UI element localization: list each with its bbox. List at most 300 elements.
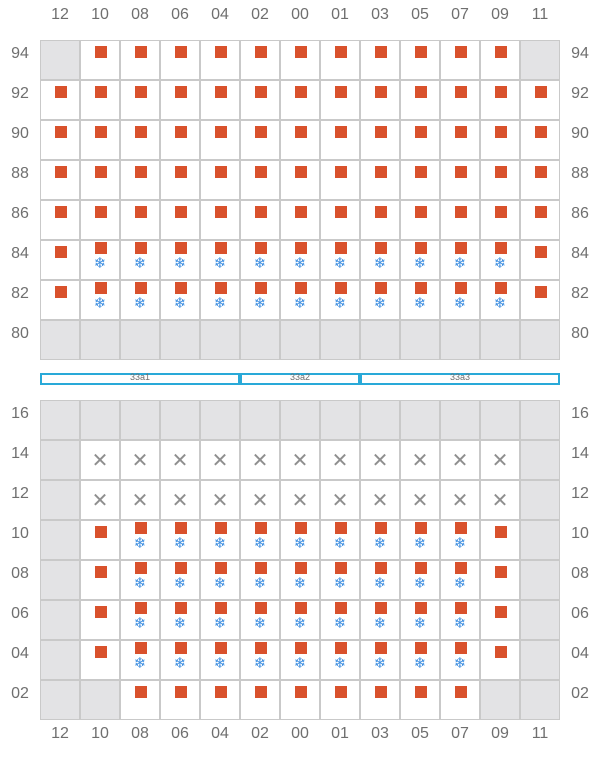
upper-deck-slot[interactable] (480, 200, 520, 240)
red-square-icon (215, 126, 227, 138)
upper-deck-slot[interactable] (240, 200, 280, 240)
red-square-icon (375, 206, 387, 218)
upper-deck-slot[interactable] (320, 80, 360, 120)
upper-deck-slot[interactable] (80, 240, 120, 280)
red-square-icon (375, 126, 387, 138)
upper-deck-slot[interactable] (120, 120, 160, 160)
red-square-icon (495, 606, 507, 618)
red-square-icon (215, 602, 227, 614)
lower-hold-slot[interactable] (120, 480, 160, 520)
snowflake-icon: ❄ (173, 654, 187, 672)
upper-deck-slot[interactable] (520, 240, 560, 280)
upper-deck-slot[interactable] (400, 200, 440, 240)
column-label-top: 04 (211, 6, 229, 23)
upper-deck-slot[interactable] (160, 240, 200, 280)
lower-hold-slot[interactable] (120, 520, 160, 560)
upper-deck-slot[interactable] (400, 160, 440, 200)
lower-hold-slot[interactable] (360, 440, 400, 480)
red-square-icon (215, 642, 227, 654)
upper-deck-slot[interactable] (360, 40, 400, 80)
upper-deck-slot[interactable] (480, 120, 520, 160)
row-label-right: 86 (571, 205, 589, 222)
red-square-icon (375, 562, 387, 574)
upper-deck-slot[interactable] (160, 80, 200, 120)
snowflake-icon: ❄ (133, 294, 147, 312)
lower-hold-slot[interactable] (200, 440, 240, 480)
red-square-icon (295, 602, 307, 614)
upper-deck-slot[interactable] (200, 280, 240, 320)
lower-hold-slot (240, 400, 280, 440)
snowflake-icon: ❄ (133, 654, 147, 672)
upper-deck-slot[interactable] (520, 280, 560, 320)
upper-deck-slot[interactable] (240, 80, 280, 120)
upper-deck-slot[interactable] (320, 120, 360, 160)
red-square-icon (495, 86, 507, 98)
upper-deck-slot[interactable] (160, 40, 200, 80)
upper-deck-slot[interactable] (440, 160, 480, 200)
lower-hold-slot[interactable] (480, 520, 520, 560)
upper-deck-slot (320, 320, 360, 360)
lower-hold-slot[interactable] (320, 680, 360, 720)
snowflake-icon: ❄ (373, 654, 387, 672)
snowflake-icon: ❄ (213, 654, 227, 672)
upper-deck-slot[interactable] (480, 280, 520, 320)
snowflake-icon: ❄ (293, 294, 307, 312)
lower-hold-slot (520, 520, 560, 560)
red-square-icon (175, 206, 187, 218)
red-square-icon (95, 566, 107, 578)
red-square-icon (255, 86, 267, 98)
lower-hold-slot[interactable] (400, 480, 440, 520)
snowflake-icon: ❄ (333, 654, 347, 672)
red-square-icon (375, 522, 387, 534)
upper-deck-slot[interactable] (40, 80, 80, 120)
lower-hold-slot[interactable] (360, 480, 400, 520)
upper-deck-slot[interactable] (160, 200, 200, 240)
column-label-top: 10 (91, 6, 109, 23)
upper-deck-slot[interactable] (400, 240, 440, 280)
red-square-icon (495, 566, 507, 578)
upper-deck-slot[interactable] (360, 160, 400, 200)
red-square-icon (95, 206, 107, 218)
red-square-icon (455, 126, 467, 138)
upper-deck-slot[interactable] (240, 120, 280, 160)
red-square-icon (295, 86, 307, 98)
red-square-icon (255, 242, 267, 254)
red-square-icon (375, 242, 387, 254)
lower-hold-slot[interactable] (480, 640, 520, 680)
column-label-bottom: 07 (451, 725, 469, 742)
lower-hold-slot[interactable] (480, 600, 520, 640)
red-square-icon (215, 562, 227, 574)
red-square-icon (535, 86, 547, 98)
red-square-icon (295, 126, 307, 138)
red-square-icon (335, 522, 347, 534)
upper-deck-slot[interactable] (40, 160, 80, 200)
red-square-icon (175, 602, 187, 614)
red-square-icon (535, 206, 547, 218)
row-label-right: 08 (571, 565, 589, 582)
hatch-zone-label: 33a3 (449, 372, 471, 382)
snowflake-icon: ❄ (253, 254, 267, 272)
upper-deck-slot[interactable] (80, 160, 120, 200)
upper-deck-slot[interactable] (80, 80, 120, 120)
lower-hold-slot[interactable] (280, 520, 320, 560)
red-square-icon (295, 206, 307, 218)
snowflake-icon: ❄ (293, 654, 307, 672)
red-square-icon (175, 242, 187, 254)
upper-deck-slot[interactable] (520, 160, 560, 200)
red-square-icon (455, 282, 467, 294)
snowflake-icon: ❄ (333, 574, 347, 592)
upper-deck-slot[interactable] (80, 200, 120, 240)
red-square-icon (55, 206, 67, 218)
lower-hold-slot[interactable] (240, 680, 280, 720)
upper-deck-slot[interactable] (400, 280, 440, 320)
lower-hold-slot (40, 560, 80, 600)
column-label-bottom: 11 (531, 725, 549, 742)
lower-hold-slot[interactable] (360, 560, 400, 600)
lower-hold-slot[interactable] (160, 520, 200, 560)
red-square-icon (215, 46, 227, 58)
upper-deck-slot[interactable] (200, 80, 240, 120)
upper-deck-slot[interactable] (160, 280, 200, 320)
lower-hold-slot[interactable] (160, 440, 200, 480)
lower-hold-slot[interactable] (240, 520, 280, 560)
red-square-icon (255, 46, 267, 58)
lower-hold-slot[interactable] (160, 680, 200, 720)
upper-deck-slot[interactable] (80, 40, 120, 80)
hatch-zone[interactable] (40, 373, 240, 385)
upper-deck-slot[interactable] (280, 160, 320, 200)
snowflake-icon: ❄ (253, 574, 267, 592)
upper-deck-slot[interactable] (520, 120, 560, 160)
red-square-icon (335, 166, 347, 178)
lower-hold-slot (40, 400, 80, 440)
lower-hold-slot[interactable] (440, 520, 480, 560)
lower-hold-slot[interactable] (280, 680, 320, 720)
lower-hold-slot[interactable] (280, 600, 320, 640)
snowflake-icon: ❄ (253, 654, 267, 672)
lower-hold-slot[interactable] (120, 640, 160, 680)
upper-deck-slot (280, 320, 320, 360)
red-square-icon (335, 126, 347, 138)
upper-deck-slot[interactable] (480, 40, 520, 80)
snowflake-icon: ❄ (413, 254, 427, 272)
lower-hold-slot[interactable] (320, 560, 360, 600)
lower-hold-slot[interactable] (440, 480, 480, 520)
column-label-bottom: 12 (51, 725, 69, 742)
lower-hold-slot[interactable] (200, 520, 240, 560)
upper-deck-slot[interactable] (360, 120, 400, 160)
lower-hold-slot[interactable] (480, 440, 520, 480)
red-square-icon (55, 286, 67, 298)
lower-hold-slot[interactable] (400, 440, 440, 480)
upper-deck-slot[interactable] (440, 40, 480, 80)
lower-hold-slot[interactable] (280, 440, 320, 480)
upper-deck-slot[interactable] (160, 120, 200, 160)
red-square-icon (375, 686, 387, 698)
lower-hold-slot[interactable] (160, 560, 200, 600)
red-square-icon (95, 282, 107, 294)
lower-hold-slot[interactable] (200, 680, 240, 720)
cross-icon: ✕ (411, 488, 429, 512)
lower-hold-slot[interactable] (200, 560, 240, 600)
upper-deck-slot[interactable] (160, 160, 200, 200)
red-square-icon (135, 522, 147, 534)
upper-deck-slot[interactable] (120, 160, 160, 200)
red-square-icon (375, 166, 387, 178)
upper-deck-slot[interactable] (320, 240, 360, 280)
red-square-icon (215, 686, 227, 698)
upper-deck-slot[interactable] (240, 240, 280, 280)
cross-icon: ✕ (491, 448, 509, 472)
lower-hold-slot[interactable] (320, 520, 360, 560)
lower-hold-slot[interactable] (480, 560, 520, 600)
lower-hold-slot[interactable] (320, 600, 360, 640)
red-square-icon (415, 242, 427, 254)
upper-deck-slot[interactable] (120, 200, 160, 240)
lower-hold-slot[interactable] (400, 560, 440, 600)
red-square-icon (455, 46, 467, 58)
upper-deck-slot[interactable] (120, 80, 160, 120)
red-square-icon (215, 282, 227, 294)
lower-hold-slot[interactable] (80, 560, 120, 600)
lower-hold-slot (480, 680, 520, 720)
snowflake-icon: ❄ (493, 254, 507, 272)
red-square-icon (255, 282, 267, 294)
red-square-icon (95, 606, 107, 618)
upper-deck-slot (120, 320, 160, 360)
lower-hold-slot[interactable] (240, 480, 280, 520)
lower-hold-slot[interactable] (240, 600, 280, 640)
lower-hold-slot (520, 600, 560, 640)
lower-hold-slot[interactable] (320, 640, 360, 680)
upper-deck-slot[interactable] (200, 240, 240, 280)
upper-deck-slot[interactable] (200, 120, 240, 160)
upper-deck-slot[interactable] (40, 200, 80, 240)
upper-deck-slot (440, 320, 480, 360)
upper-deck-slot[interactable] (280, 40, 320, 80)
upper-deck-slot[interactable] (120, 240, 160, 280)
red-square-icon (455, 206, 467, 218)
snowflake-icon: ❄ (293, 614, 307, 632)
lower-hold-slot[interactable] (280, 480, 320, 520)
snowflake-icon: ❄ (213, 614, 227, 632)
lower-hold-slot[interactable] (360, 640, 400, 680)
upper-deck-slot[interactable] (360, 280, 400, 320)
lower-hold-slot[interactable] (240, 440, 280, 480)
lower-hold-slot[interactable] (400, 680, 440, 720)
snowflake-icon: ❄ (173, 574, 187, 592)
row-label-right: 80 (571, 325, 589, 342)
upper-deck-slot[interactable] (480, 160, 520, 200)
upper-deck-slot[interactable] (320, 200, 360, 240)
upper-deck-slot[interactable] (320, 160, 360, 200)
snowflake-icon: ❄ (213, 254, 227, 272)
lower-hold-slot[interactable] (80, 480, 120, 520)
red-square-icon (495, 646, 507, 658)
lower-hold-slot[interactable] (360, 520, 400, 560)
lower-hold-slot[interactable] (200, 600, 240, 640)
cross-icon: ✕ (291, 488, 309, 512)
upper-deck-slot[interactable] (360, 200, 400, 240)
column-label-bottom: 08 (131, 725, 149, 742)
red-square-icon (535, 126, 547, 138)
upper-deck-slot[interactable] (480, 80, 520, 120)
lower-hold-slot[interactable] (400, 520, 440, 560)
lower-hold-slot[interactable] (240, 560, 280, 600)
lower-hold-slot (40, 520, 80, 560)
red-square-icon (455, 522, 467, 534)
lower-hold-slot[interactable] (400, 640, 440, 680)
column-label-top: 01 (331, 6, 349, 23)
lower-hold-slot[interactable] (120, 560, 160, 600)
lower-hold-slot (520, 680, 560, 720)
red-square-icon (55, 86, 67, 98)
upper-deck-slot[interactable] (440, 120, 480, 160)
row-label-right: 10 (571, 525, 589, 542)
lower-hold-slot[interactable] (80, 440, 120, 480)
row-label-left: 12 (11, 485, 29, 502)
red-square-icon (295, 46, 307, 58)
red-square-icon (295, 642, 307, 654)
upper-deck-slot[interactable] (120, 280, 160, 320)
upper-deck-slot[interactable] (440, 280, 480, 320)
cross-icon: ✕ (251, 448, 269, 472)
red-square-icon (415, 602, 427, 614)
lower-hold-slot[interactable] (200, 640, 240, 680)
upper-deck-slot (520, 40, 560, 80)
red-square-icon (375, 46, 387, 58)
upper-deck-slot[interactable] (400, 80, 440, 120)
upper-deck-slot[interactable] (40, 240, 80, 280)
snowflake-icon: ❄ (333, 614, 347, 632)
upper-deck-slot[interactable] (520, 80, 560, 120)
column-label-bottom: 02 (251, 725, 269, 742)
upper-deck-slot[interactable] (440, 80, 480, 120)
lower-hold-slot[interactable] (80, 520, 120, 560)
upper-deck-slot[interactable] (240, 160, 280, 200)
upper-deck-slot[interactable] (280, 280, 320, 320)
snowflake-icon: ❄ (213, 574, 227, 592)
upper-deck-slot[interactable] (360, 240, 400, 280)
lower-hold-slot[interactable] (160, 640, 200, 680)
column-label-top: 00 (291, 6, 309, 23)
upper-deck-slot[interactable] (80, 280, 120, 320)
lower-hold-slot[interactable] (360, 680, 400, 720)
upper-deck-slot[interactable] (80, 120, 120, 160)
upper-deck-slot[interactable] (520, 200, 560, 240)
red-square-icon (335, 46, 347, 58)
lower-hold-slot[interactable] (280, 560, 320, 600)
upper-deck-slot[interactable] (280, 200, 320, 240)
snowflake-icon: ❄ (133, 614, 147, 632)
upper-deck-slot[interactable] (400, 120, 440, 160)
red-square-icon (175, 86, 187, 98)
red-square-icon (175, 686, 187, 698)
lower-hold-slot[interactable] (120, 680, 160, 720)
cross-icon: ✕ (131, 488, 149, 512)
upper-deck-slot[interactable] (280, 240, 320, 280)
red-square-icon (175, 126, 187, 138)
row-label-left: 14 (11, 445, 29, 462)
upper-deck-slot[interactable] (240, 40, 280, 80)
lower-hold-slot (80, 680, 120, 720)
row-label-left: 88 (11, 165, 29, 182)
snowflake-icon: ❄ (333, 254, 347, 272)
red-square-icon (255, 602, 267, 614)
lower-hold-slot (520, 440, 560, 480)
upper-deck-slot[interactable] (440, 200, 480, 240)
column-label-top: 12 (51, 6, 69, 23)
lower-hold-slot[interactable] (440, 440, 480, 480)
red-square-icon (415, 46, 427, 58)
cross-icon: ✕ (291, 448, 309, 472)
lower-hold-slot[interactable] (80, 600, 120, 640)
row-label-left: 84 (11, 245, 29, 262)
lower-hold-slot[interactable] (360, 600, 400, 640)
lower-hold-slot[interactable] (160, 480, 200, 520)
snowflake-icon: ❄ (93, 294, 107, 312)
cross-icon: ✕ (131, 448, 149, 472)
upper-deck-slot[interactable] (200, 200, 240, 240)
upper-deck-slot[interactable] (40, 120, 80, 160)
upper-deck-slot[interactable] (320, 40, 360, 80)
upper-deck-slot[interactable] (440, 240, 480, 280)
red-square-icon (495, 242, 507, 254)
lower-hold-slot[interactable] (440, 680, 480, 720)
upper-deck-slot[interactable] (280, 80, 320, 120)
upper-deck-slot[interactable] (320, 280, 360, 320)
lower-hold-slot[interactable] (440, 640, 480, 680)
lower-hold-slot[interactable] (80, 640, 120, 680)
upper-deck-slot[interactable] (200, 160, 240, 200)
upper-deck-slot[interactable] (480, 240, 520, 280)
lower-hold-slot[interactable] (120, 600, 160, 640)
lower-hold-slot[interactable] (440, 560, 480, 600)
hatch-zone[interactable] (360, 373, 560, 385)
upper-deck-slot[interactable] (400, 40, 440, 80)
lower-hold-slot[interactable] (320, 440, 360, 480)
upper-deck-slot[interactable] (120, 40, 160, 80)
upper-deck-slot[interactable] (360, 80, 400, 120)
cross-icon: ✕ (491, 488, 509, 512)
upper-deck-slot[interactable] (280, 120, 320, 160)
upper-deck-slot[interactable] (240, 280, 280, 320)
red-square-icon (495, 526, 507, 538)
lower-hold-slot[interactable] (480, 480, 520, 520)
red-square-icon (95, 46, 107, 58)
red-square-icon (175, 562, 187, 574)
upper-deck-slot[interactable] (200, 40, 240, 80)
cross-icon: ✕ (411, 448, 429, 472)
lower-hold-slot[interactable] (240, 640, 280, 680)
upper-deck-slot[interactable] (40, 280, 80, 320)
hatch-zone[interactable] (240, 373, 360, 385)
red-square-icon (175, 642, 187, 654)
lower-hold-slot[interactable] (200, 480, 240, 520)
lower-hold-slot[interactable] (440, 600, 480, 640)
lower-hold-slot[interactable] (160, 600, 200, 640)
lower-hold-slot[interactable] (400, 600, 440, 640)
red-square-icon (535, 166, 547, 178)
lower-hold-slot[interactable] (120, 440, 160, 480)
snowflake-icon: ❄ (373, 574, 387, 592)
lower-hold-slot[interactable] (320, 480, 360, 520)
lower-hold-slot[interactable] (280, 640, 320, 680)
red-square-icon (415, 166, 427, 178)
